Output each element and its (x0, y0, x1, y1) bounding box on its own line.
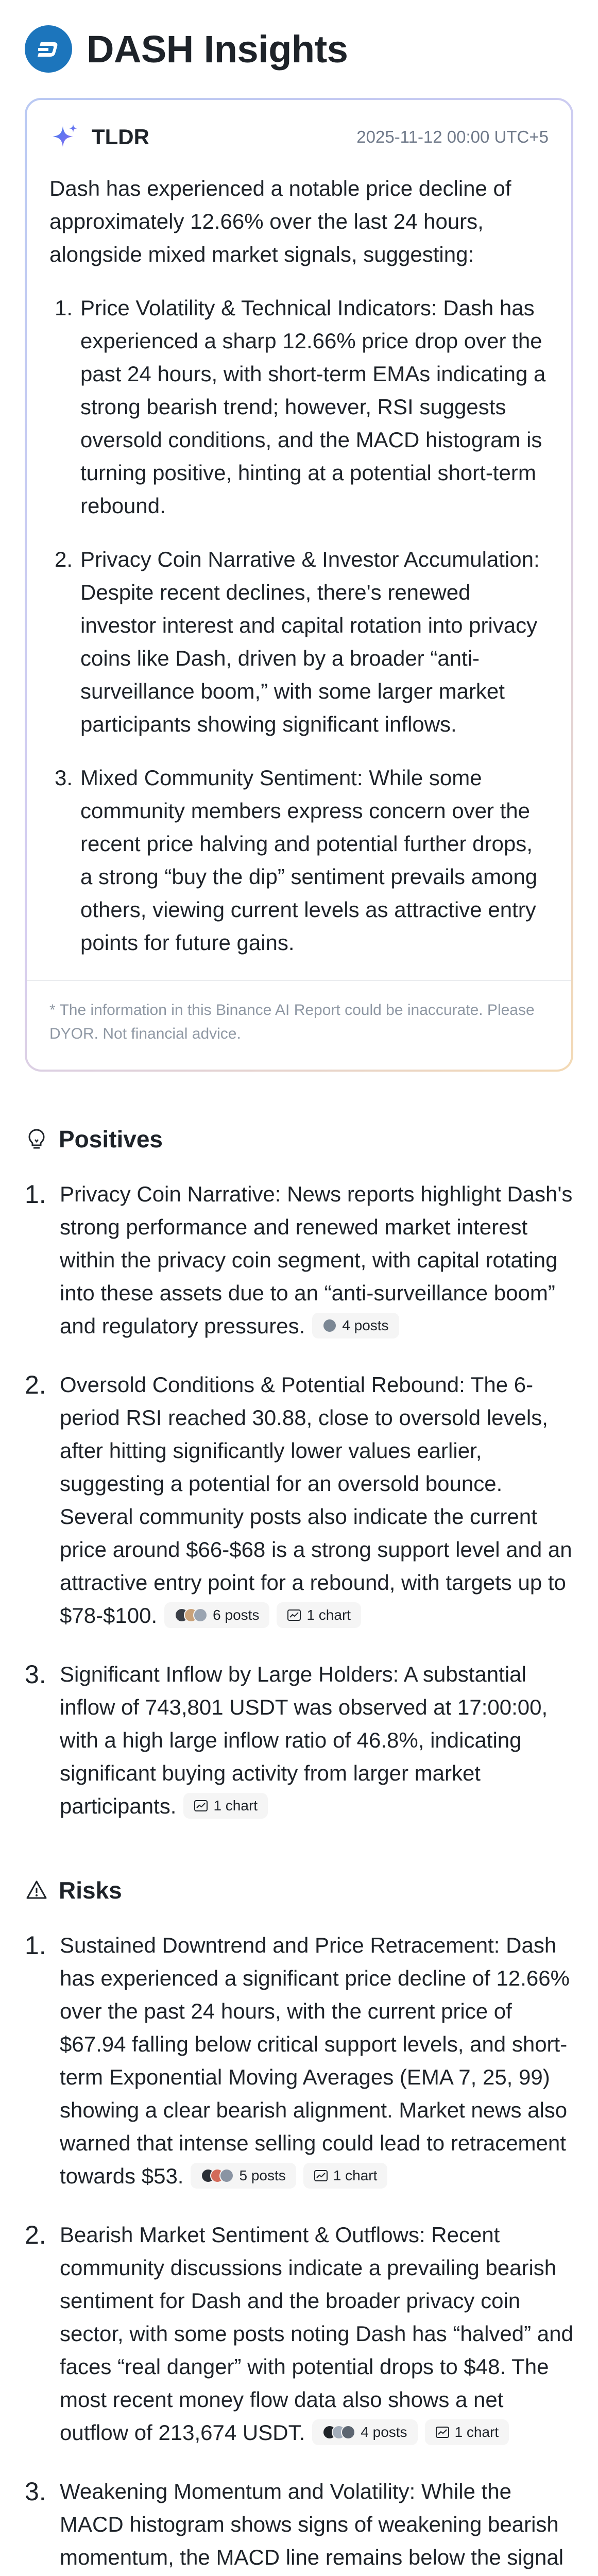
sparkle-icon (49, 122, 79, 152)
list-item (25, 2475, 573, 2576)
item-number: 2. (25, 1370, 46, 1399)
list-item (25, 2218, 573, 2449)
avatar (219, 2168, 234, 2183)
posts-chip[interactable] (312, 1313, 399, 1338)
chart-chip[interactable] (277, 1602, 361, 1628)
chart-chip[interactable] (425, 2419, 509, 2445)
chart-icon (314, 2170, 328, 2182)
item-number: 3. (25, 1660, 46, 1689)
tldr-title: TLDR (92, 125, 149, 149)
chart-icon (435, 2426, 450, 2438)
avatar (193, 1608, 208, 1622)
warning-icon (25, 1878, 48, 1902)
item-number: 2. (25, 2221, 46, 2249)
lightbulb-icon (25, 1127, 48, 1151)
item-text: Oversold Conditions & Potential Rebound: The 6-period RSI reached 30.88, close to oversold levels, after hitting significantly lower values earlier, suggesting a potential for an oversold bounce. Several community posts also indicate the current price around $66-$68 is a strong support level and an attractive entry point for a rebound, with targets up to $78-$100. (60, 1372, 572, 1628)
risks-list (25, 1929, 573, 2576)
list-item (49, 543, 549, 741)
chip-label: 6 posts (213, 1606, 260, 1623)
item-text: Privacy Coin Narrative & Investor Accumulation: Despite recent declines, there's renewed investor interest and capital rotation into privacy coins like Dash, driven by a broader “anti-surveillance boom,” with some larger market participants showing significant inflows. (80, 547, 540, 736)
tldr-list (49, 292, 549, 959)
tldr-header (49, 121, 549, 154)
posts-chip[interactable] (191, 2163, 296, 2189)
section-title: Positives (59, 1126, 163, 1153)
chip-label: 1 chart (333, 2167, 378, 2183)
item-number: 1. (25, 1931, 46, 1960)
list-item (25, 1929, 573, 2193)
dash-logo-icon (25, 25, 72, 73)
item-text: Mixed Community Sentiment: While some community members express concern over the recent price halving and potential further drops, a strong “buy the dip” sentiment prevails among others, viewing current levels as attractive entry points for future gains. (80, 766, 538, 955)
section-title: Risks (59, 1877, 122, 1904)
app-title: DASH Insights (87, 27, 348, 71)
posts-chip[interactable] (312, 2419, 417, 2445)
item-text: Bearish Market Sentiment & Outflows: Recent community discussions indicate a prevailing bearish sentiment for Dash and the broader privacy coin sector, with some posts noting Dash has “halved” and faces “real danger” with potential drops to $48. The most recent money flow data also shows a net outflow of 213,674 USDT. (60, 2223, 573, 2445)
chart-chip[interactable] (303, 2163, 388, 2189)
item-number: 1. (25, 1180, 46, 1209)
chart-chip[interactable] (183, 1793, 268, 1819)
list-item (25, 1658, 573, 1823)
item-number: 3. (25, 2477, 46, 2506)
chip-label: 4 posts (342, 1317, 389, 1333)
chart-icon (287, 1609, 301, 1621)
tldr-card (25, 98, 573, 1072)
positives-heading (25, 1121, 573, 1157)
item-text: Price Volatility & Technical Indicators: Dash has experienced a sharp 12.66% price drop over the past 24 hours, with short-term EMAs indicating a strong bearish trend; however, RSI suggests oversold conditions, and the MACD histogram is turning positive, hinting at a potential short-term rebound. (80, 296, 546, 518)
tldr-date: 2025-11-12 00:00 UTC+5 (356, 127, 549, 146)
item-text: Weakening Momentum and Volatility: While the MACD histogram shows signs of weakening bearish momentum, the MACD line remains below the signal (60, 2479, 564, 2569)
chip-label: 5 posts (239, 2167, 286, 2183)
list-item (49, 292, 549, 522)
chip-label: 1 chart (306, 1606, 351, 1623)
posts-chip[interactable] (164, 1602, 269, 1628)
item-text: Significant Inflow by Large Holders: A substantial inflow of 743,801 USDT was observed at 17:00:00, with a high large inflow ratio of 46.8%, indicating significant buying activity from larger market participants. (60, 1662, 548, 1818)
chip-label: 1 chart (454, 2424, 499, 2440)
tldr-intro: Dash has experienced a notable price decline of approximately 12.66% over the last 24 hours, alongside mixed market signals, suggesting: (49, 176, 511, 266)
item-text: Sustained Downtrend and Price Retracement: Dash has experienced a significant price decline of 12.66% over the past 24 hours, with the current price of $67.94 falling below critical support levels, and short-term Exponential Moving Averages (EMA 7, 25, 99) showing a clear bearish alignment. Market news also warned that intense selling could lead to retracement towards $53. (60, 1933, 570, 2188)
chart-icon (194, 1800, 208, 1812)
item-number: 2. (55, 547, 73, 571)
avatar (322, 1318, 337, 1333)
list-item (25, 1178, 573, 1343)
list-item (25, 1368, 573, 1632)
avatar (341, 2425, 355, 2439)
header (25, 0, 573, 98)
tldr-note: * The information in this Binance AI Report could be inaccurate. Please DYOR. Not financial advice. (49, 1002, 535, 1042)
chip-label: 1 chart (213, 1797, 258, 1814)
risks-heading (25, 1872, 573, 1908)
list-item (49, 761, 549, 959)
positives-list (25, 1178, 573, 1823)
item-number: 1. (55, 296, 73, 320)
chip-label: 4 posts (361, 2424, 407, 2440)
item-number: 3. (55, 766, 73, 790)
item-text: Privacy Coin Narrative: News reports highlight Dash's strong performance and renewed market interest within the privacy coin segment, with capital rotating into these assets due to an “anti-surveillance boom” and regulatory pressures. (60, 1182, 573, 1338)
